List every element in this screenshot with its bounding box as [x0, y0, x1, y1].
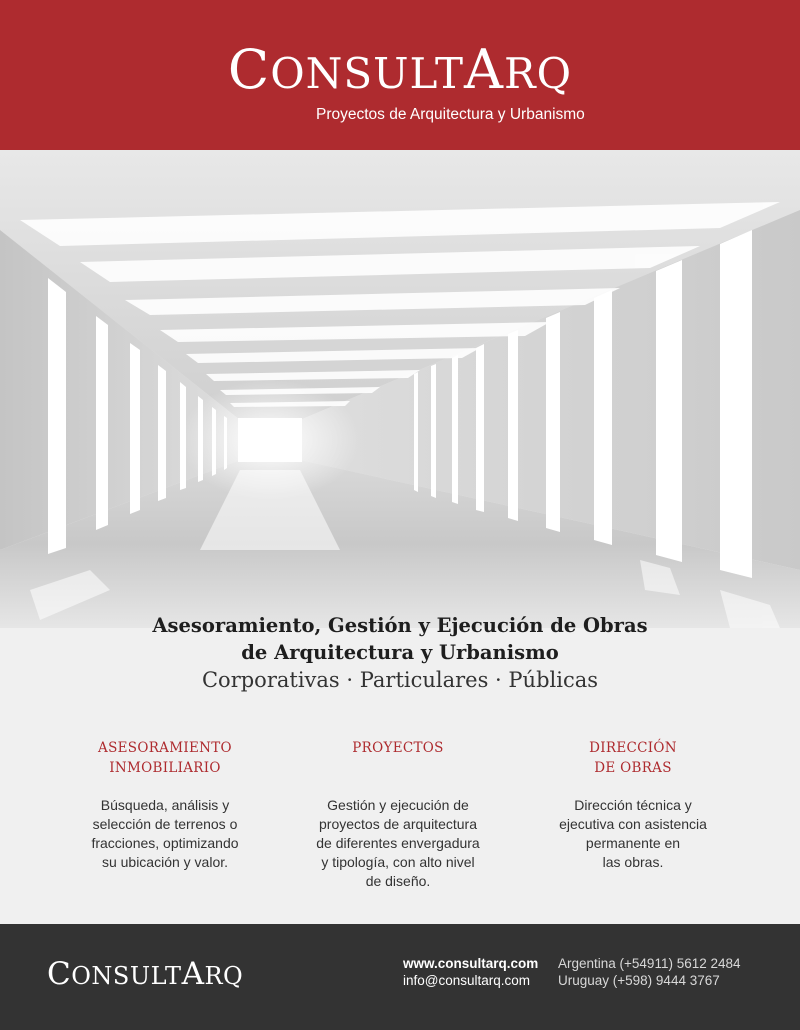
footer-logo	[47, 956, 243, 992]
footer	[0, 924, 800, 1030]
service-title: ASESORAMIENTO	[98, 740, 232, 756]
logo-letters: RQ	[504, 49, 573, 98]
intro-section	[0, 612, 800, 695]
logo-letters: ONSULT	[71, 962, 182, 990]
logo-letter: A	[181, 956, 205, 992]
service-text: Gestión y ejecución de	[327, 797, 469, 813]
logo-letters: ONSULT	[270, 49, 465, 98]
headline-line-2: de Arquitectura y Urbanismo	[241, 641, 559, 664]
logo-letters: RQ	[204, 962, 244, 990]
service-title: PROYECTOS	[352, 740, 444, 756]
headline-line-1: Asesoramiento, Gestión y Ejecución de Obras	[152, 614, 648, 637]
service-title: DE OBRAS	[594, 760, 672, 776]
service-title: DIRECCIÓN	[589, 740, 677, 756]
contact-web	[403, 955, 538, 989]
sectors-line: Corporativas · Particulares · Públicas	[201, 668, 599, 692]
service-text: proyectos de arquitectura	[319, 816, 477, 832]
service-title	[298, 758, 498, 778]
phone-argentina: Argentina (+54911) 5612 2484	[558, 956, 741, 971]
phone-uruguay: Uruguay (+598) 9444 3767	[558, 973, 720, 988]
service-text: las obras.	[602, 854, 664, 870]
brand-logo	[0, 38, 800, 101]
logo-letter: A	[464, 38, 505, 101]
service-text: selección de terrenos o	[92, 816, 238, 832]
service-direccion	[533, 738, 733, 872]
website-link[interactable]: www.consultarq.com	[403, 956, 539, 971]
service-text: Dirección técnica y	[574, 797, 692, 813]
service-text: ejecutiva con asistencia	[559, 816, 707, 832]
service-proyectos	[298, 738, 498, 891]
logo-letter: C	[227, 38, 271, 101]
hero-corridor-image	[0, 150, 800, 628]
service-title: INMOBILIARIO	[109, 760, 221, 776]
service-text: Búsqueda, análisis y	[100, 797, 230, 813]
email-link[interactable]: info@consultarq.com	[403, 973, 531, 988]
service-text: su ubicación y valor.	[101, 854, 229, 870]
service-text: de diseño.	[365, 873, 431, 889]
logo-letter: C	[47, 956, 72, 992]
service-text: y tipología, con alto nivel	[321, 854, 475, 870]
service-asesoramiento	[65, 738, 265, 872]
header-banner	[0, 0, 800, 150]
service-text: de diferentes envergadura	[316, 835, 480, 851]
contact-phones	[558, 955, 741, 989]
tagline: Proyectos de Arquitectura y Urbanismo	[316, 106, 585, 123]
service-text: fracciones, optimizando	[91, 835, 239, 851]
service-text: permanente en	[585, 835, 681, 851]
